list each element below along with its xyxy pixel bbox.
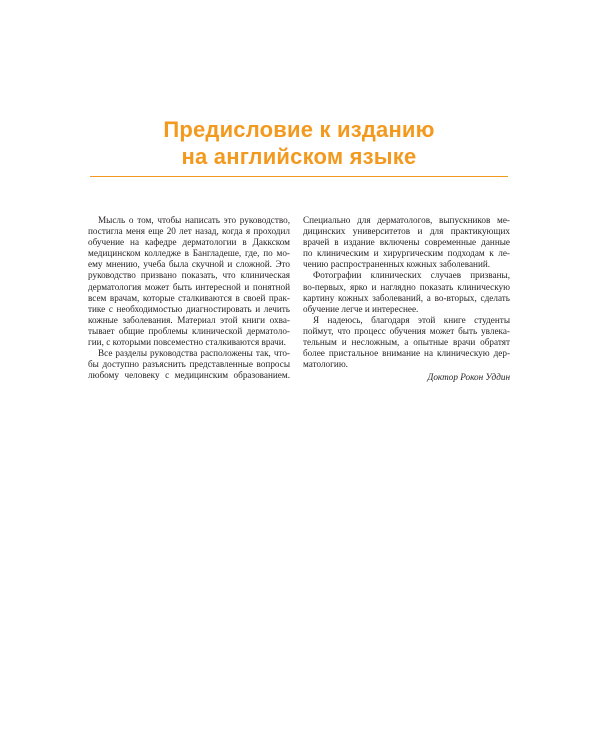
text-line: руководство призвано показать, что клиническая xyxy=(88,270,290,281)
title-rule xyxy=(90,176,508,177)
text-line: Все разделы руководства расположены так, что- xyxy=(98,348,290,359)
text-line: тывает общие проблемы клинической дерматоло- xyxy=(88,325,290,336)
text-line: более пристальное внимание на клиническую дер- xyxy=(303,348,510,359)
text-line: постигла меня еще 20 лет назад, когда я проходил xyxy=(88,226,290,237)
chapter-title-line-2: на английском языке xyxy=(181,144,417,169)
chapter-title xyxy=(60,116,538,170)
text-line: бы доступно разъяснить представленные вопросы xyxy=(88,359,290,370)
paragraph xyxy=(303,270,510,314)
chapter-title-line-1: Предисловие к изданию xyxy=(163,117,435,142)
text-line: любому человеку с медицинским образованием. xyxy=(88,370,290,381)
text-line: врачей в издание включены современные данные xyxy=(303,237,510,248)
paragraph xyxy=(303,215,510,270)
text-line: картину кожных заболеваний, а во-вторых, сделать xyxy=(303,292,510,303)
text-line: медицинском колледже в Бангладеше, где, по мо- xyxy=(88,248,290,259)
text-line: тельным и несложным, а опытные врачи обратят xyxy=(303,337,510,348)
text-line: дерматология может быть интересной и понятной xyxy=(88,281,290,292)
text-line: обучение на кафедре дерматологии в Даккском xyxy=(88,237,290,248)
text-line: дицинских университетов и для практикующих xyxy=(303,226,510,237)
text-line: Мысль о том, чтобы написать это руководство, xyxy=(98,215,290,225)
author-signature: Доктор Рокон Уддин xyxy=(427,372,510,383)
text-line: кожные заболевания. Материал этой книги охва- xyxy=(88,314,290,325)
text-line: чению распространенных кожных заболеваний. xyxy=(303,259,491,270)
text-line: по клиническим и хирургическим подходам к ле- xyxy=(303,248,510,259)
text-line: поймут, что процесс обучения может быть увлека- xyxy=(303,325,510,336)
text-line: гии, с которыми повсеместно сталкиваются врачи. xyxy=(88,337,286,348)
text-line: Я надеюсь, благодаря этой книге студенты xyxy=(313,314,510,325)
text-line: Фотографии клинических случаев призваны, xyxy=(313,270,510,281)
left-column xyxy=(88,215,290,381)
text-line: всем врачам, которые сталкиваются в своей прак- xyxy=(88,292,290,303)
text-line: ему мнению, учеба была скучной и сложной. Это xyxy=(88,259,290,270)
text-line: обучение легче и интереснее. xyxy=(303,303,419,314)
text-line: во-первых, ярко и наглядно показать клиническую xyxy=(303,281,510,292)
text-line: матологию. xyxy=(303,359,348,370)
text-line: Специально для дерматологов, выпускников ме- xyxy=(303,215,510,225)
paragraph xyxy=(88,348,290,381)
right-column xyxy=(303,215,510,383)
paragraph xyxy=(88,215,290,348)
text-line: тике с необходимостью диагностировать и лечить xyxy=(88,303,290,314)
paragraph xyxy=(303,315,510,370)
